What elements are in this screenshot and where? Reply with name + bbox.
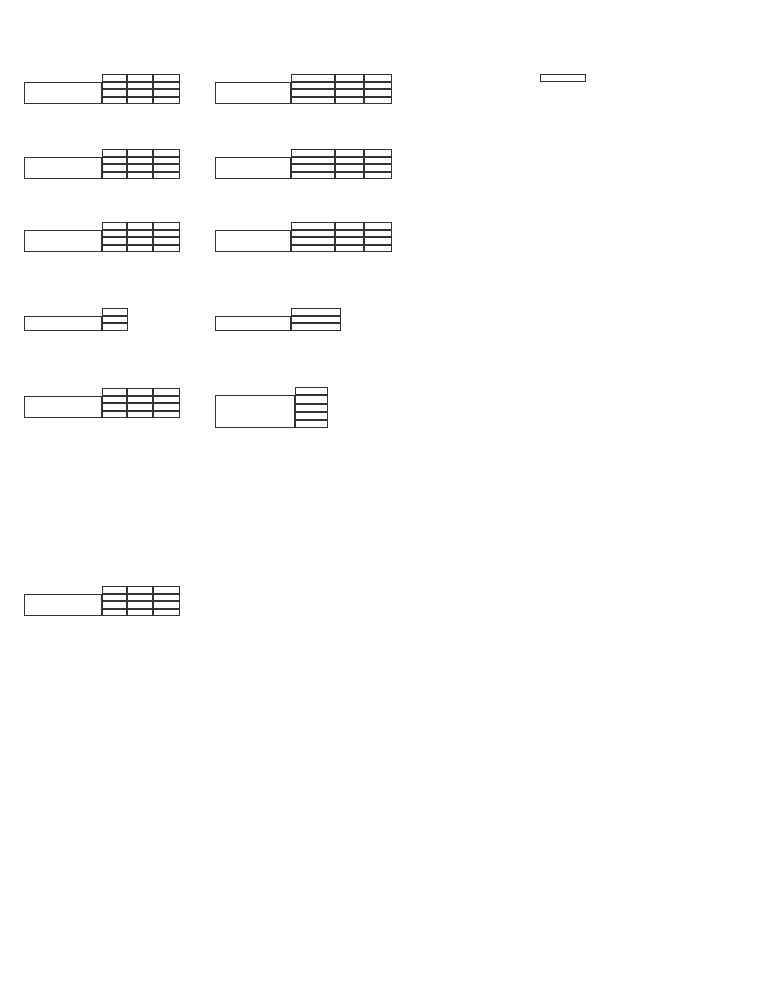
table-cell <box>364 89 392 97</box>
table-cell <box>295 404 328 412</box>
table-cell <box>291 316 341 324</box>
table-cell <box>291 237 335 245</box>
table-header-cell <box>127 149 153 157</box>
table-cell <box>364 230 392 238</box>
table-header-cell <box>102 149 127 157</box>
table-cell <box>295 412 328 420</box>
table-cell <box>295 395 328 403</box>
table-header-cell <box>153 388 180 396</box>
table-cell <box>291 323 341 331</box>
table-header-cell <box>102 222 127 230</box>
table-cell <box>364 237 392 245</box>
table-cell <box>335 157 364 165</box>
table-header-cell <box>102 388 127 396</box>
table-cell <box>364 245 392 253</box>
table-cell <box>295 420 328 428</box>
table-cell <box>102 411 127 419</box>
table-cell <box>291 245 335 253</box>
table-cell <box>102 396 127 404</box>
table-cell <box>364 164 392 172</box>
table-frame <box>215 316 291 331</box>
table-cell <box>127 172 153 180</box>
table-frame <box>24 396 102 419</box>
table-cell <box>102 316 128 324</box>
table-cell <box>102 237 127 245</box>
table-frame <box>215 395 295 428</box>
table-cell <box>153 601 180 609</box>
table-cell <box>335 89 364 97</box>
table-cell <box>335 245 364 253</box>
table-cell <box>153 172 180 180</box>
table-cell <box>335 237 364 245</box>
table-header-cell <box>540 74 586 82</box>
table-header-cell <box>364 74 392 82</box>
table-frame <box>24 316 102 331</box>
table-cell <box>127 237 153 245</box>
table-header-cell <box>295 387 328 395</box>
table-cell <box>102 245 127 253</box>
table-header-cell <box>127 388 153 396</box>
table-cell <box>153 230 180 238</box>
table-cell <box>102 594 127 602</box>
table-header-cell <box>127 222 153 230</box>
table-cell <box>102 82 127 90</box>
table-header-cell <box>291 222 335 230</box>
table-cell <box>127 245 153 253</box>
table-header-cell <box>364 149 392 157</box>
table-cell <box>102 601 127 609</box>
table-cell <box>102 172 127 180</box>
table-header-cell <box>153 222 180 230</box>
table-header-cell <box>364 222 392 230</box>
table-frame <box>215 230 291 253</box>
table-cell <box>335 172 364 180</box>
table-frame <box>24 230 102 253</box>
table-cell <box>102 157 127 165</box>
table-header-cell <box>291 308 341 316</box>
table-cell <box>291 157 335 165</box>
table-cell <box>291 164 335 172</box>
table-header-cell <box>291 149 335 157</box>
table-cell <box>153 594 180 602</box>
table-header-cell <box>102 586 127 594</box>
table-cell <box>127 594 153 602</box>
table-cell <box>153 609 180 617</box>
table-header-cell <box>335 149 364 157</box>
table-cell <box>153 396 180 404</box>
table-cell <box>153 411 180 419</box>
table-cell <box>364 97 392 105</box>
table-cell <box>127 403 153 411</box>
table-cell <box>335 164 364 172</box>
table-frame <box>215 157 291 180</box>
table-header-cell <box>153 149 180 157</box>
table-cell <box>102 97 127 105</box>
table-header-cell <box>291 74 335 82</box>
table-cell <box>102 164 127 172</box>
table-header-cell <box>153 586 180 594</box>
table-cell <box>364 82 392 90</box>
table-frame <box>215 82 291 105</box>
table-cell <box>102 403 127 411</box>
table-header-cell <box>127 586 153 594</box>
table-header-cell <box>102 74 127 82</box>
table-cell <box>102 323 128 331</box>
table-header-cell <box>127 74 153 82</box>
table-cell <box>127 157 153 165</box>
table-header-cell <box>102 308 128 316</box>
table-cell <box>127 411 153 419</box>
table-cell <box>127 601 153 609</box>
table-frame <box>24 157 102 180</box>
table-cell <box>153 157 180 165</box>
table-cell <box>127 230 153 238</box>
table-cell <box>102 230 127 238</box>
table-cell <box>127 89 153 97</box>
table-cell <box>153 82 180 90</box>
table-cell <box>127 609 153 617</box>
table-cell <box>364 157 392 165</box>
table-cell <box>153 237 180 245</box>
table-header-cell <box>335 74 364 82</box>
table-cell <box>335 82 364 90</box>
table-cell <box>127 82 153 90</box>
table-cell <box>102 89 127 97</box>
table-cell <box>291 82 335 90</box>
table-header-cell <box>153 74 180 82</box>
table-cell <box>153 403 180 411</box>
table-header-cell <box>335 222 364 230</box>
table-cell <box>335 230 364 238</box>
table-cell <box>153 89 180 97</box>
table-frame <box>24 594 102 617</box>
table-cell <box>153 164 180 172</box>
table-cell <box>127 164 153 172</box>
table-cell <box>291 172 335 180</box>
table-cell <box>291 97 335 105</box>
table-cell <box>153 97 180 105</box>
table-cell <box>291 89 335 97</box>
table-cell <box>291 230 335 238</box>
table-cell <box>127 396 153 404</box>
table-cell <box>127 97 153 105</box>
table-cell <box>102 609 127 617</box>
table-cell <box>364 172 392 180</box>
table-cell <box>335 97 364 105</box>
table-frame <box>24 82 102 105</box>
table-cell <box>153 245 180 253</box>
